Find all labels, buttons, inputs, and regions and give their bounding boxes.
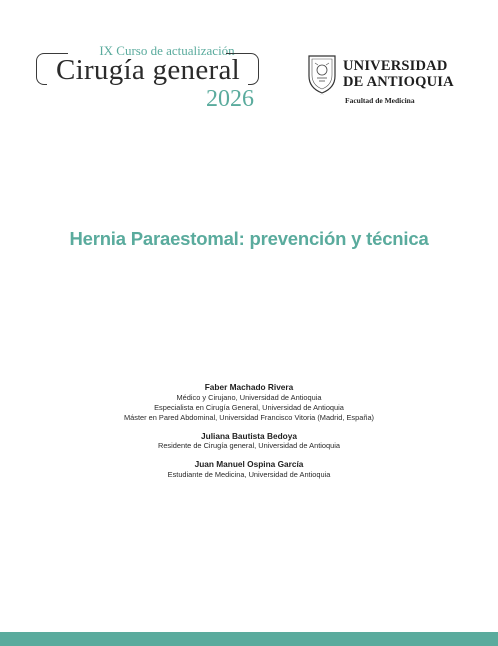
course-subtitle: IX Curso de actualización: [99, 43, 235, 58]
university-name: [343, 58, 454, 90]
course-year: 2026: [206, 86, 254, 112]
university-name-line2: DE ANTIOQUIA: [343, 74, 454, 90]
author-block: [0, 431, 498, 452]
author-affiliation: Residente de Cirugía general, Universidad de Antioquia: [157, 441, 340, 450]
bracket-right: [248, 53, 259, 85]
document-title: Hernia Paraestomal: prevención y técnica: [69, 228, 429, 249]
bracket-left: [36, 53, 47, 85]
author-affiliation: Especialista en Cirugía General, Universidad de Antioquia: [154, 402, 344, 412]
authors-list: [0, 382, 498, 488]
course-logo: [34, 40, 258, 116]
author-affiliation: Máster en Pared Abdominal, Universidad Francisco Vitoria (Madrid, España): [123, 412, 375, 422]
author-affiliation: Médico y Cirujano, Universidad de Antioquia: [176, 392, 322, 402]
author-name: Juliana Bautista Bedoya: [201, 430, 297, 441]
faculty-name: Facultad de Medicina: [345, 96, 415, 105]
footer-bar: [0, 632, 498, 646]
author-name: Faber Machado Rivera: [204, 382, 294, 392]
author-block: [0, 459, 498, 480]
course-title: Cirugía general: [55, 54, 241, 86]
university-name-line1: UNIVERSIDAD: [343, 58, 448, 74]
author-name: Juan Manuel Ospina García: [194, 459, 304, 469]
university-logo: [305, 52, 475, 108]
svg-text:· · ·: · · ·: [319, 92, 325, 96]
university-seal-icon: [305, 52, 339, 96]
author-block: [0, 382, 498, 423]
author-affiliation: Estudiante de Medicina, Universidad de Antioquia: [167, 469, 331, 479]
